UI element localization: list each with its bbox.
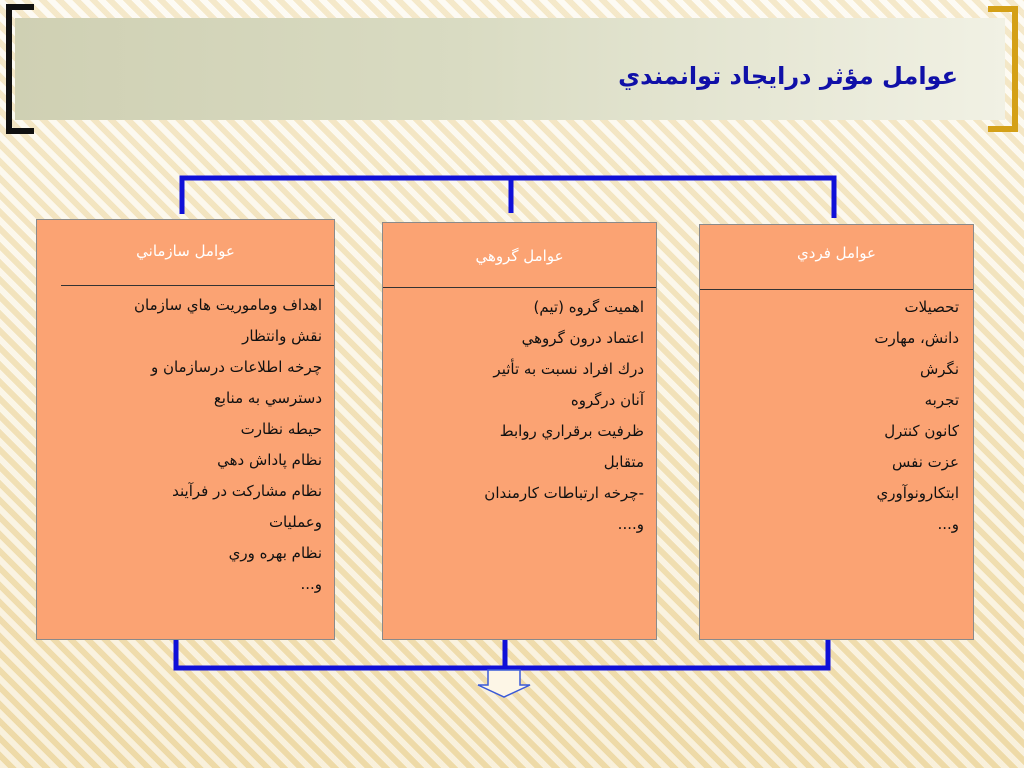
group-factors-box xyxy=(382,222,657,640)
list-item: وعمليات xyxy=(268,513,322,531)
list-item: اعتماد درون گروهي xyxy=(521,329,644,347)
list-item: ظرفيت برقراري روابط xyxy=(499,422,644,440)
list-item: تحصيلات xyxy=(904,298,959,316)
organizational-factors-divider xyxy=(61,285,334,286)
list-item: حيطه نظارت xyxy=(240,420,322,438)
list-item: دسترسي به منابع xyxy=(213,389,322,407)
individual-factors-divider xyxy=(700,289,973,290)
list-item: نظام بهره وري xyxy=(228,544,322,562)
list-item: اهميت گروه (تيم) xyxy=(533,298,644,316)
list-item: نظام پاداش دهي xyxy=(217,451,322,469)
bottom-connector xyxy=(176,640,828,668)
list-item: اهداف وماموريت هاي سازمان xyxy=(134,296,322,314)
list-item: دانش، مهارت xyxy=(874,329,959,347)
top-connector xyxy=(182,178,834,218)
list-item: نظام مشاركت در فرآيند xyxy=(172,482,322,500)
list-item: -چرخه ارتباطات كارمندان xyxy=(484,484,644,502)
list-item: و... xyxy=(300,575,322,593)
list-item: نگرش xyxy=(919,360,959,378)
bottom-connector-bar xyxy=(176,640,828,668)
list-item: نقش وانتظار xyxy=(242,327,322,345)
list-item: عزت نفس xyxy=(891,453,959,471)
group-factors-list xyxy=(484,292,644,540)
list-item: كانون كنترل xyxy=(884,422,959,440)
list-item: آنان درگروه xyxy=(570,391,644,409)
slide-title: عوامل مؤثر درايجاد توانمندي xyxy=(618,62,958,90)
group-factors-heading: عوامل گروهي xyxy=(475,247,564,265)
list-item: درك افراد نسبت به تأثير xyxy=(493,360,644,378)
organizational-factors-heading: عوامل سازماني xyxy=(136,242,235,260)
individual-factors-box xyxy=(699,224,974,640)
list-item: ابتكارونوآوري xyxy=(876,484,959,502)
individual-factors-heading: عوامل فردي xyxy=(797,244,876,262)
list-item: و.... xyxy=(617,515,644,533)
list-item: چرخه اطلاعات درسازمان و xyxy=(150,358,322,376)
organizational-factors-list xyxy=(134,290,322,600)
individual-factors-list xyxy=(874,292,959,540)
group-factors-divider xyxy=(383,287,656,288)
organizational-factors-box xyxy=(36,219,335,640)
list-item: و... xyxy=(937,515,959,533)
down-arrow-icon xyxy=(478,670,530,697)
list-item: تجربه xyxy=(924,391,959,409)
list-item: متقابل xyxy=(603,453,644,471)
top-connector-bar xyxy=(182,178,834,218)
